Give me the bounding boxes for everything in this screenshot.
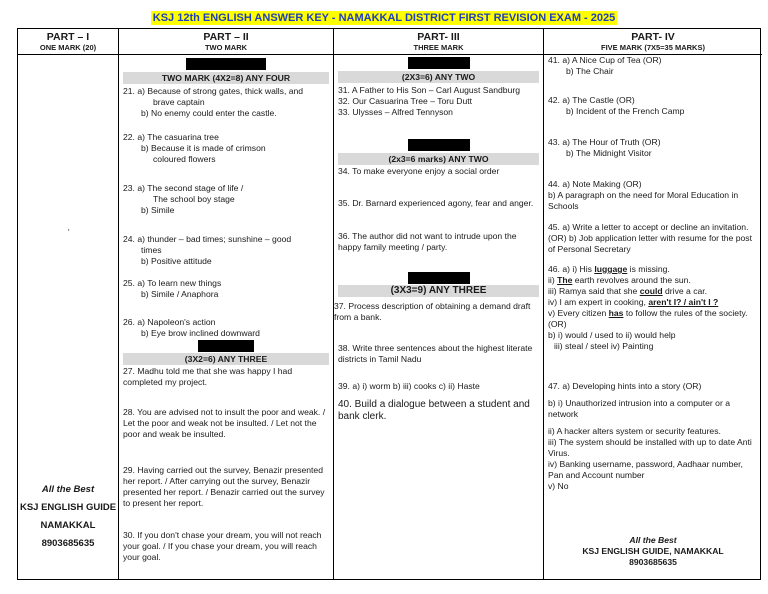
answer-key-table	[17, 28, 761, 580]
answer-26	[119, 317, 333, 339]
answer-line: 25. a) To learn new things	[123, 278, 222, 288]
answer-29: 29. Having carried out the survey, Benazir presented her report. / After carrying out the survey, Benazir presented her report. / Benazir carried out the survey to present her report.	[123, 465, 325, 508]
answer-46	[544, 264, 762, 352]
answer-25	[119, 278, 333, 300]
answer-30: 30. If you don't chase your dream, you will not reach your goal. / If you chase your dream, you will reach your goal.	[123, 530, 322, 562]
answer-line: iv) Banking username, password, Aadhaar number, Pan and Account number	[548, 459, 743, 480]
answer-line: 23. a) The second stage of life /	[123, 183, 244, 193]
part-4-column	[543, 29, 762, 579]
redaction-bar	[334, 57, 543, 69]
part-2-subtitle: TWO MARK	[204, 43, 248, 52]
answer-line: 42. a) The Castle (OR)	[548, 95, 635, 105]
signature-line: All the Best	[41, 484, 95, 495]
section-heading	[334, 71, 543, 83]
signature-line: NAMAKKAL	[40, 520, 96, 531]
answer-24	[119, 234, 333, 267]
answer-line: coloured flowers	[153, 154, 216, 164]
part-3-column	[333, 29, 543, 579]
answer-line: iv) I am expert in cooking, aren't I? / ain't I ?	[548, 297, 719, 307]
answer-44	[544, 179, 762, 212]
signature-line: All the Best	[629, 535, 677, 545]
part-3-title: PART- III	[417, 31, 460, 43]
answer-41	[544, 55, 762, 77]
signature-line: 8903685635	[41, 538, 95, 549]
answer-34: 34. To make everyone enjoy a social order	[338, 166, 500, 176]
section-heading-text: (3X3=9) ANY THREE	[338, 285, 539, 297]
answer-line: b) Simile	[141, 205, 175, 215]
section-heading-text: (3X2=6) ANY THREE	[123, 353, 329, 365]
answer-line: 32. Our Casuarina Tree – Toru Dutt	[338, 96, 473, 106]
answer-line: b) The Midnight Visitor	[566, 148, 652, 158]
answer-line: 26. a) Napoleon's action	[123, 317, 216, 327]
answer-line: 31. A Father to His Son – Carl August Sandburg	[338, 85, 521, 95]
part-1-header	[18, 29, 118, 55]
answer-line: 47. a) Developing hints into a story (OR)	[548, 381, 702, 391]
answer-23	[119, 183, 333, 216]
answer-line: ii) The earth revolves around the sun.	[548, 275, 691, 285]
answer-line: b) No enemy could enter the castle.	[141, 108, 277, 118]
part-2-column	[118, 29, 333, 579]
answer-line: b) Positive attitude	[141, 256, 212, 266]
answer-35: 35. Dr. Barnard experienced agony, fear and anger.	[338, 198, 534, 208]
answer-line: b) i) Unauthorized intrusion into a computer or a network	[548, 398, 730, 419]
answer-45: 45. a) Write a letter to accept or decline an invitation. (OR) b) Job application letter with resume for the post of Personal Secretary	[548, 222, 752, 254]
answer-line: iii) steal / steel iv) Painting	[554, 341, 654, 351]
title-text: KSJ 12th ENGLISH ANSWER KEY - NAMAKKAL DISTRICT FIRST REVISION EXAM - 2025	[152, 12, 616, 24]
answer-22	[119, 132, 333, 165]
section-heading-text: (2x3=6 marks) ANY TWO	[338, 153, 539, 165]
redaction-bar	[119, 58, 333, 70]
redaction-bar	[334, 272, 543, 284]
stray-mark: '	[68, 228, 70, 237]
answer-line: b) Because it is made of crimson	[141, 143, 266, 153]
part-1-column	[18, 29, 118, 579]
answer-line: b) Simile / Anaphora	[141, 289, 219, 299]
answer-line: 44. a) Note Making (OR)	[548, 179, 642, 189]
answer-39: 39. a) i) worm b) iii) cooks c) ii) Haste	[338, 381, 480, 391]
part-4-title: PART- IV	[631, 31, 675, 43]
answers-31-33	[334, 85, 543, 118]
answer-line: v) Every citizen has to follow the rules of the society. (OR)	[548, 308, 748, 329]
redaction-bar	[119, 340, 333, 352]
signature-line: KSJ ENGLISH GUIDE	[19, 502, 117, 513]
part-1-title: PART – I	[46, 31, 90, 43]
redaction-bar	[334, 139, 543, 151]
signature-block	[544, 535, 762, 568]
answer-line: 24. a) thunder – bad times; sunshine – good	[123, 234, 292, 244]
signature-line: 8903685635	[629, 557, 677, 567]
section-heading	[119, 353, 333, 365]
answer-21	[119, 86, 333, 119]
section-heading-text: TWO MARK (4X2=8) ANY FOUR	[123, 72, 329, 84]
answer-line: 46. a) i) His luggage is missing.	[548, 264, 670, 274]
part-3-subtitle: THREE MARK	[413, 43, 464, 52]
section-heading	[119, 72, 333, 84]
answer-line: ii) A hacker alters system or security features.	[548, 426, 721, 436]
answer-line: b) Incident of the French Camp	[566, 106, 685, 116]
answer-line: iii) Ramya said that she could drive a car.	[548, 286, 708, 296]
answer-line: iii) The system should be installed with up to date Anti Virus.	[548, 437, 752, 458]
part-4-header	[544, 29, 762, 55]
answer-line: 33. Ulysses – Alfred Tennyson	[338, 107, 453, 117]
answer-37: 37. Process description of obtaining a demand draft from a bank.	[334, 301, 531, 322]
answer-38: 38. Write three sentences about the highest literate districts in Tamil Nadu	[338, 343, 533, 364]
answer-line: The school boy stage	[153, 194, 235, 204]
signature-block	[18, 481, 118, 553]
answer-line: 22. a) The casuarina tree	[123, 132, 219, 142]
answer-27: 27. Madhu told me that she was happy I had completed my project.	[123, 366, 293, 387]
answer-43	[544, 137, 762, 159]
section-heading	[334, 285, 543, 297]
part-2-header	[119, 29, 333, 55]
part-1-subtitle: ONE MARK (20)	[39, 43, 97, 52]
section-heading	[334, 153, 543, 165]
answer-line: b) i) would / used to ii) would help	[548, 330, 676, 340]
answer-line: times	[141, 245, 162, 255]
part-3-header	[334, 29, 543, 55]
answer-line: b) The Chair	[566, 66, 614, 76]
answer-42	[544, 95, 762, 117]
part-4-subtitle: FIVE MARK (7X5=35 MARKS)	[601, 43, 705, 52]
answer-line: 41. a) A Nice Cup of Tea (OR)	[548, 55, 662, 65]
answer-line: brave captain	[153, 97, 205, 107]
answer-line: b) A paragraph on the need for Moral Education in Schools	[548, 190, 739, 211]
answer-line: v) No	[548, 481, 569, 491]
answer-28: 28. You are advised not to insult the poor and weak. / Let the poor and weak not be insulted. / Let not the poor and weak be insulted.	[123, 407, 326, 439]
answer-36: 36. The author did not want to intrude upon the happy family meeting / party.	[338, 231, 517, 252]
part-2-title: PART – II	[203, 31, 249, 43]
section-heading-text: (2X3=6) ANY TWO	[338, 71, 539, 83]
answer-line: b) Eye brow inclined downward	[141, 328, 260, 338]
answer-line: 43. a) The Hour of Truth (OR)	[548, 137, 661, 147]
page-title	[0, 8, 768, 26]
answer-40: 40. Build a dialogue between a student and bank clerk.	[338, 399, 530, 422]
answer-47	[544, 381, 762, 492]
signature-line: KSJ ENGLISH GUIDE, NAMAKKAL	[582, 546, 724, 556]
answer-line: 21. a) Because of strong gates, thick walls, and	[123, 86, 304, 96]
